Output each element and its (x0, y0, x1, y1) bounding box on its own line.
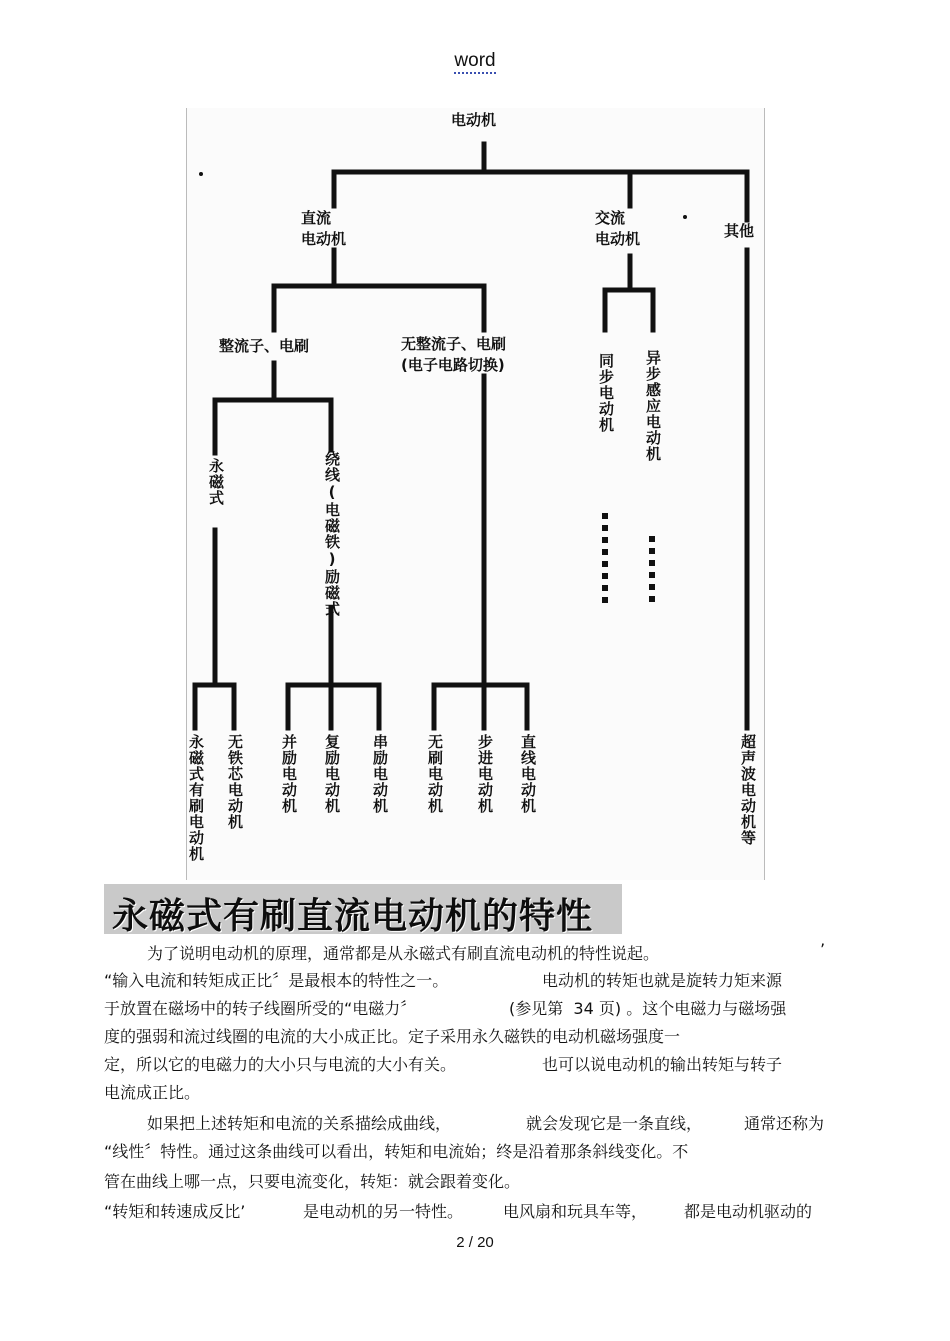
body-line-10c: 电风扇和玩具车等， (503, 1202, 648, 1221)
node-ac (595, 208, 640, 250)
leaf-ultrasonic: 超声波电动机等 (739, 734, 757, 846)
body-line-7c: 通常还称为 (744, 1114, 825, 1133)
body-line-2b: 电动机的转矩也就是旋转力矩来源 (542, 971, 783, 990)
page-header (0, 50, 950, 72)
body-line-7b: 就会发现它是一条直线， (526, 1114, 703, 1133)
body-line-8: “线性〞特性。通过这条曲线可以看出，转矩和电流始；终是沿着那条斜线变化。不 (104, 1142, 689, 1161)
leaf-shunt: 并励电动机 (280, 734, 298, 814)
node-brushless-line2: (电子电路切换) (401, 356, 505, 374)
node-dc (301, 208, 346, 250)
body-line-5b: 也可以说电动机的输出转矩与转子 (542, 1055, 783, 1074)
node-brushless-line1: 无整流子、电刷 (401, 335, 507, 353)
body-line-3b: (参见第 34 页) 。这个电磁力与磁场强 (509, 999, 787, 1018)
leaf-brushless: 无刷电动机 (426, 734, 444, 814)
body-line-1-mark: ’ (820, 940, 826, 959)
node-dc-line1: 直流 (301, 209, 332, 227)
node-sync: 同步电动机 (597, 353, 615, 433)
body-line-10a: “转矩和转速成反比’ (104, 1202, 246, 1221)
scan-dot (683, 215, 687, 219)
node-async: 异步感应电动机 (644, 350, 662, 462)
body-line-4: 度的强弱和流过线圈的电流的大小成正比。定子采用永久磁铁的电动机磁场强度一 (104, 1027, 681, 1046)
motor-classification-diagram (186, 108, 765, 880)
node-ac-line1: 交流 (595, 209, 626, 227)
header-word: word (454, 50, 495, 74)
leaf-coreless: 无铁芯电动机 (226, 734, 244, 830)
node-brushed: 整流子、电刷 (219, 337, 310, 355)
node-ac-line2: 电动机 (595, 230, 641, 248)
body-line-10d: 都是电动机驱动的 (684, 1202, 813, 1221)
node-brushless (401, 334, 506, 376)
section-title: 永磁式有刷直流电动机的特性 (112, 896, 594, 937)
leaf-pm-brushed: 永磁式有刷电动机 (187, 734, 205, 862)
leaf-series: 串励电动机 (371, 734, 389, 814)
body-line-10b: 是电动机的另一特性。 (303, 1202, 464, 1221)
body-line-6: 电流成正比。 (104, 1083, 201, 1102)
body-line-2a: “输入电流和转矩成正比〞是最根本的特性之一。 (104, 971, 449, 990)
body-line-5a: 定，所以它的电磁力的大小只与电流的大小有关。 (104, 1055, 457, 1074)
leaf-compound: 复励电动机 (323, 734, 341, 814)
leaf-linear: 直线电动机 (519, 734, 537, 814)
body-line-9: 管在曲线上哪一点，只要电流变化，转矩：就会跟着变化。 (104, 1172, 521, 1191)
section-title-banner (104, 884, 622, 937)
scan-dot (199, 172, 203, 176)
body-line-3a: 于放置在磁场中的转子线圈所受的“电磁力〞 (104, 999, 417, 1018)
node-other: 其他 (724, 222, 755, 240)
leaf-stepper: 步进电动机 (476, 734, 494, 814)
node-dc-line2: 电动机 (301, 230, 347, 248)
node-root: 电动机 (451, 111, 497, 129)
node-wound: 绕线(电磁铁)励磁式 (323, 451, 341, 617)
body-line-1: 为了说明电动机的原理，通常都是从永磁式有刷直流电动机的特性说起。 (147, 944, 660, 963)
body-line-7a: 如果把上述转矩和电流的关系描绘成曲线， (147, 1114, 452, 1133)
node-pm: 永磁式 (207, 458, 225, 506)
page-number: 2 / 20 (456, 1234, 494, 1251)
